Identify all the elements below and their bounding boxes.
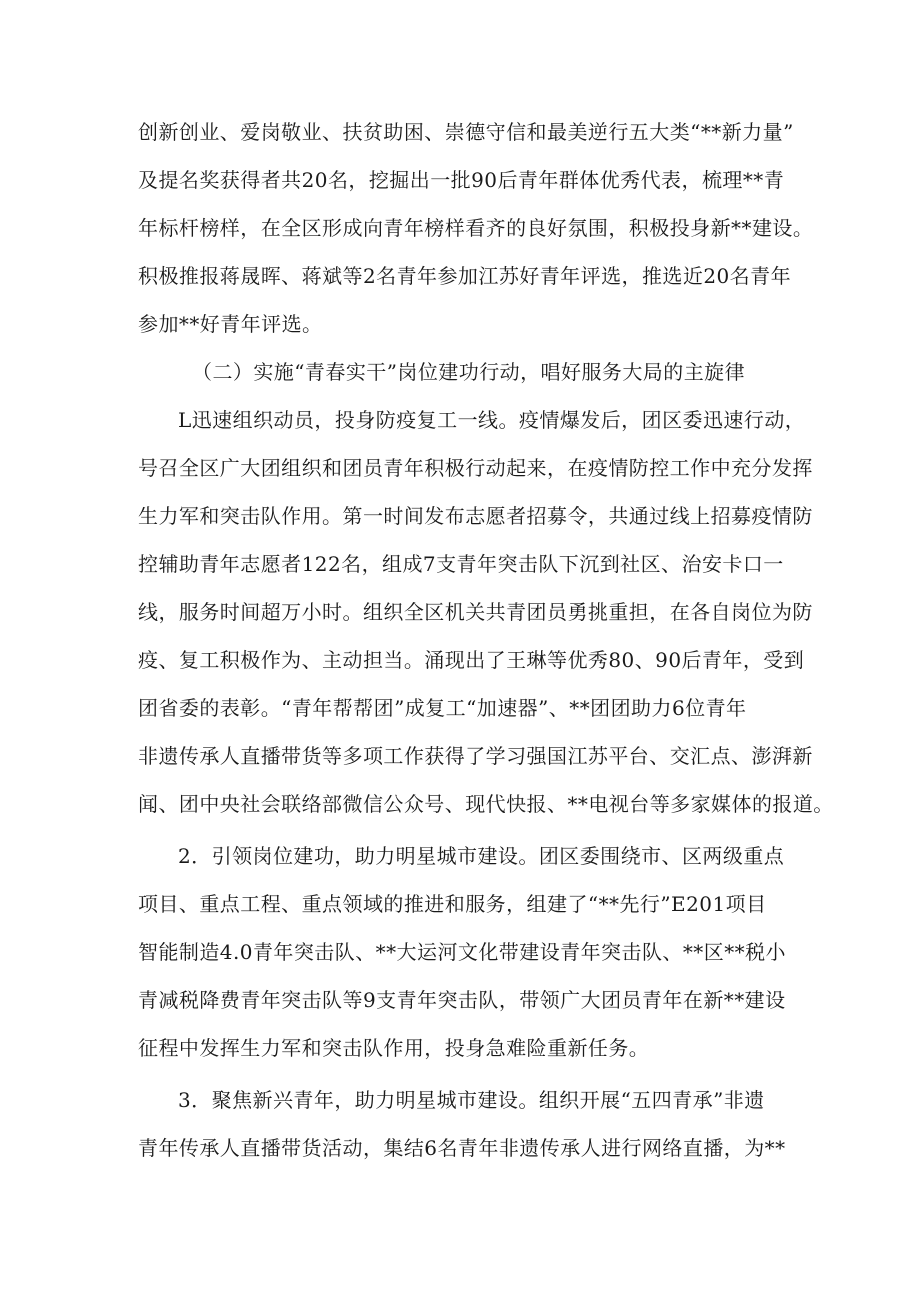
para3-line-3: 智能制造4.0青年突击队、**大运河文化带建设青年突击队、**区**税小 (138, 940, 787, 964)
para1-line-2: 及提名奖获得者共20名，挖掘出一批90后青年群体优秀代表，梳理**青 (138, 168, 785, 192)
para2-line-8: 非遗传承人直播带货等多项工作获得了学习强国江苏平台、交汇点、澎湃新 (138, 744, 813, 768)
para2-line-1: L迅速组织动员，投身防疫复工一线。疫情爆发后，团区委迅速行动， (178, 408, 806, 432)
section-heading: （二）实施“青春实干”岗位建功行动，唱好服务大局的主旋律 (192, 360, 746, 384)
para1-line-3: 年标杆榜样，在全区形成向青年榜样看齐的良好氛围，积极投身新**建设。 (138, 216, 814, 240)
para3-line-5: 征程中发挥生力军和突击队作用，投身急难险重新任务。 (138, 1036, 650, 1060)
para3-line-1: 2．引领岗位建功，助力明星城市建设。团区委围绕市、区两级重点 (178, 844, 785, 868)
para2-line-7: 团省委的表彰。“青年帮帮团”成复工“加速器”、**团团助力6位青年 (138, 696, 747, 720)
para3-line-2: 项目、重点工程、重点领域的推进和服务，组建了“**先行”E201项目 (138, 892, 767, 916)
para2-line-6: 疫、复工积极作为、主动担当。涌现出了王琳等优秀80、90后青年，受到 (138, 648, 805, 672)
para1-line-1: 创新创业、爱岗敬业、扶贫助困、崇德守信和最美逆行五大类“**新力量” (138, 120, 794, 144)
para2-line-3: 生力军和突击队作用。第一时间发布志愿者招募令，共通过线上招募疫情防 (138, 504, 813, 528)
para1-line-4: 积极推报蒋晟晖、蒋斌等2名青年参加江苏好青年评选，推选近20名青年 (138, 264, 792, 288)
para4-line-1: 3．聚焦新兴青年，助力明星城市建设。组织开展“五四青承”非遗 (178, 1088, 765, 1112)
para2-line-4: 控辅助青年志愿者122名，组成7支青年突击队下沉到社区、治安卡口一 (138, 552, 784, 576)
para2-line-5: 线，服务时间超万小时。组织全区机关共青团员勇挑重担，在各自岗位为防 (138, 600, 813, 624)
para4-line-2: 青年传承人直播带货活动，集结6名青年非遗传承人进行网络直播，为** (138, 1136, 786, 1160)
para2-line-2: 号召全区广大团组织和团员青年积极行动起来，在疫情防控工作中充分发挥 (138, 456, 813, 480)
para2-line-9: 闻、团中央社会联络部微信公众号、现代快报、**电视台等多家媒体的报道。 (138, 792, 834, 816)
para1-line-5: 参加**好青年评选。 (138, 312, 323, 336)
para3-line-4: 青减税降费青年突击队等9支青年突击队，带领广大团员青年在新**建设 (138, 988, 786, 1012)
